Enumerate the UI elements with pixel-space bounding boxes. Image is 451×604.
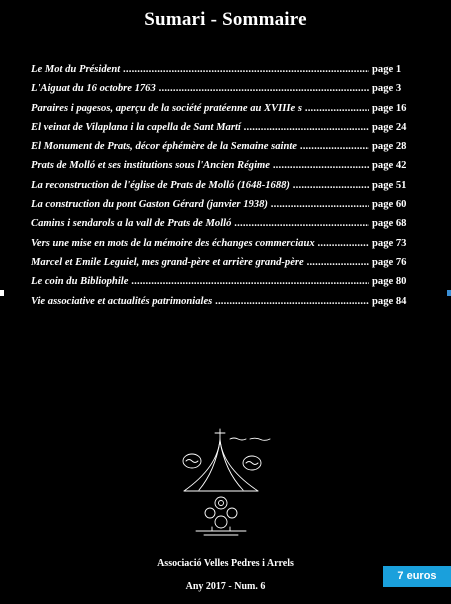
edge-marker-right [447,290,451,296]
toc-entry-title: La construction du pont Gaston Gérard (janvier 1938) ..... [31,195,370,214]
toc-entry-page: page 80 [369,272,424,291]
toc-entry-title: Camins i sendarols a la vall de Prats de Molló ..... [31,214,370,233]
toc-entry-title: El veinat de Vilaplana i la capella de Sant Martí ..... [31,118,370,137]
table-of-contents [31,60,424,311]
toc-entry[interactable] [31,60,424,79]
toc-entry-page: page 24 [369,118,424,137]
toc-entry-title: Vers une mise en mots de la mémoire des échanges commerciaux ..... [31,234,370,253]
toc-entry-title: Vie associative et actualités patrimoniales ..... [31,292,370,311]
toc-entry[interactable] [31,253,424,272]
toc-entry-page: page 84 [369,292,424,311]
toc-entry[interactable] [31,195,424,214]
toc-entry-title: Le Mot du Président ..... [31,60,370,79]
toc-entry[interactable] [31,234,424,253]
toc-entry-title: L'Aiguat du 16 octobre 1763 ..... [31,79,370,98]
toc-entry[interactable] [31,99,424,118]
toc-entry-page: page 68 [369,214,424,233]
monument-emblem-drawing [166,427,286,537]
toc-entry-page: page 3 [369,79,424,98]
toc-entry-page: page 51 [369,176,424,195]
toc-entry-page: page 76 [369,253,424,272]
toc-entry-title: Le coin du Bibliophile ..... [31,272,370,291]
toc-entry[interactable] [31,214,424,233]
toc-entry-title: La reconstruction de l'église de Prats de Molló (1648-1688) ..... [31,176,370,195]
toc-entry[interactable] [31,137,424,156]
toc-entry-title: Paraires i pagesos, aperçu de la société pratéenne au XVIIIe s ..... [31,99,370,118]
toc-entry[interactable] [31,176,424,195]
association-name: Associació Velles Pedres i Arrels [157,558,294,569]
toc-entry-title: Marcel et Emile Leguiel, mes grand-père et arrière grand-père ..... [31,253,370,272]
toc-entry-page: page 42 [369,156,424,175]
toc-entry[interactable] [31,79,424,98]
toc-entry-page: page 16 [369,99,424,118]
toc-entry-page: page 73 [369,234,424,253]
toc-entry[interactable] [31,272,424,291]
toc-entry-page: page 1 [369,60,424,79]
toc-entry-title: El Monument de Prats, décor éphémère de la Semaine sainte ..... [31,137,370,156]
issue-info: Any 2017 - Num. 6 [185,581,266,592]
toc-entry[interactable] [31,118,424,137]
edge-marker-left [0,290,4,296]
toc-entry-page: page 60 [369,195,424,214]
toc-entry-page: page 28 [369,137,424,156]
price-badge: 7 euros [383,566,451,587]
toc-entry[interactable] [31,156,424,175]
toc-entry[interactable] [31,292,424,311]
toc-entry-title: Prats de Molló et ses institutions sous l'Ancien Régime ..... [31,156,370,175]
page-title: Sumari - Sommaire [144,9,307,30]
